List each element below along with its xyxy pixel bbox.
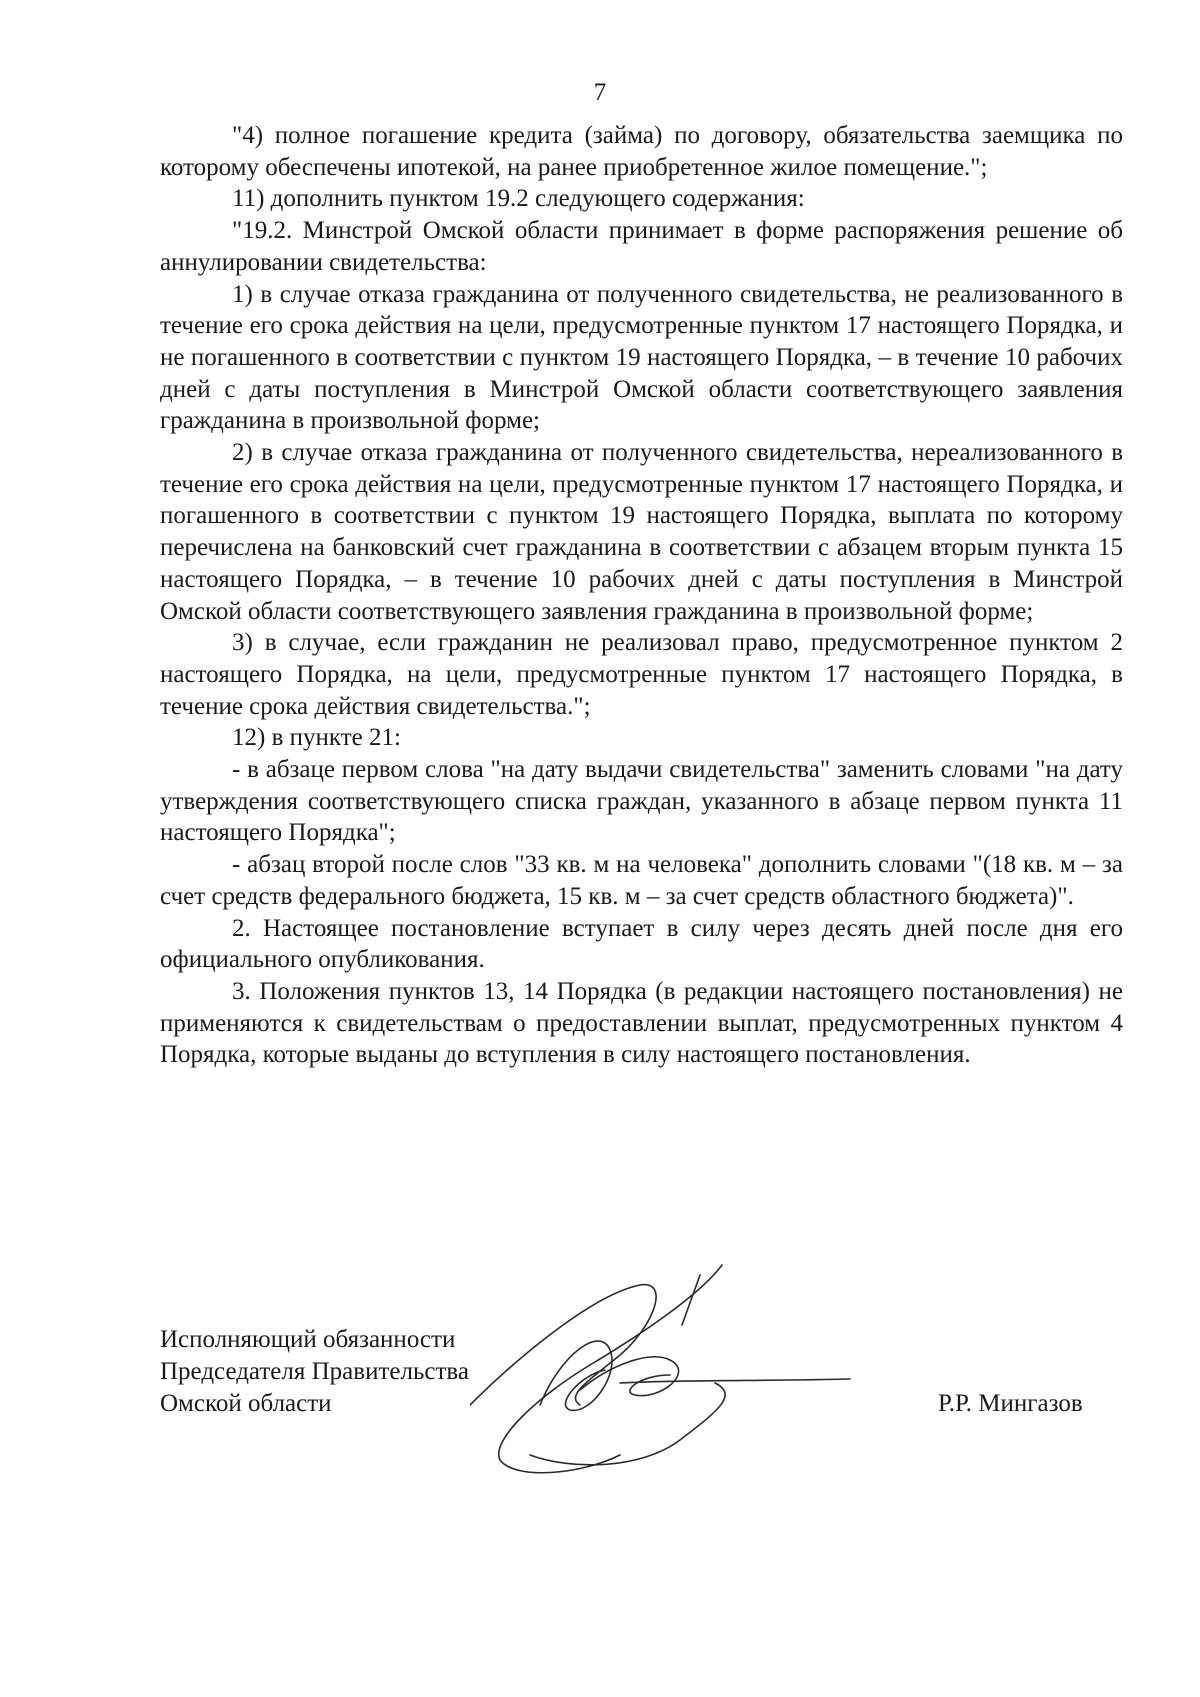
paragraph-9: - абзац второй после слов "33 кв. м на человека" дополнить словами "(18 кв. м – за счет средств федерального бюджета, 15 кв. м – за счет средств областного бюджета)".: [160, 851, 1123, 910]
paragraph-2: 11) дополнить пунктом 19.2 следующего содержания:: [232, 185, 805, 213]
paragraph-7: 12) в пункте 21:: [232, 724, 401, 752]
signatory-title-line-3: Омской области: [160, 1390, 332, 1417]
handwritten-signature: [470, 1255, 940, 1495]
signatory-title-line-1: Исполняющий обязанности: [160, 1326, 456, 1353]
paragraph-8: - в абзаце первом слова "на дату выдачи свидетельства" заменить словами "на дату утверждения соответствующего списка граждан, указанного в абзаце первом пункта 11 настоящего Порядка";: [160, 756, 1123, 847]
paragraph-4: 1) в случае отказа гражданина от полученного свидетельства, не реализованного в течение его срока действия на цели, предусмотренные пунктом 17 настоящего Порядка, и не погашенного в соответствии с пунктом 19 настоящего Порядка, – в течение 10 рабочих дней с даты поступления в Минстрой Омской области соответствующего заявления гражданина в произвольной форме;: [160, 280, 1123, 435]
signer-name: Р.Р. Мингазов: [938, 1390, 1083, 1417]
paragraph-5: 2) в случае отказа гражданина от полученного свидетельства, нереализованного в течение его срока действия на цели, предусмотренные пунктом 17 настоящего Порядка, и погашенного в соответствии с пунктом 19 настоящего Порядка, выплата по которому перечислена на банковский счет гражданина в соответствии с абзацем вторым пункта 15 настоящего Порядка, – в течение 10 рабочих дней с даты поступления в Минстрой Омской области соответствующего заявления гражданина в произвольной форме;: [160, 439, 1123, 625]
page-number: 7: [593, 79, 607, 106]
document-body: [160, 120, 1123, 1071]
paragraph-10: 2. Настоящее постановление вступает в силу через десять дней после дня его официального опубликования.: [160, 914, 1123, 974]
paragraph-3: "19.2. Минстрой Омской области принимает в форме распоряжения решение об аннулировании свидетельства:: [160, 217, 1123, 276]
paragraph-11: 3. Положения пунктов 13, 14 Порядка (в редакции настоящего постановления) не применяются к свидетельствам о предоставлении выплат, предусмотренных пунктом 4 Порядка, которые выданы до вступления в силу настоящего постановления.: [160, 977, 1123, 1069]
paragraph-6: 3) в случае, если гражданин не реализовал право, предусмотренное пунктом 2 настоящего Порядка, на цели, предусмотренные пунктом 17 настоящего Порядка, в течение срока действия свидетельства.";: [160, 629, 1123, 720]
signatory-title: [160, 1324, 469, 1420]
paragraph-1: "4) полное погашение кредита (займа) по договору, обязательства заемщика по которому обеспечены ипотекой, на ранее приобретенное жилое помещение.";: [160, 122, 1123, 181]
signatory-title-line-2: Председателя Правительства: [160, 1358, 469, 1385]
